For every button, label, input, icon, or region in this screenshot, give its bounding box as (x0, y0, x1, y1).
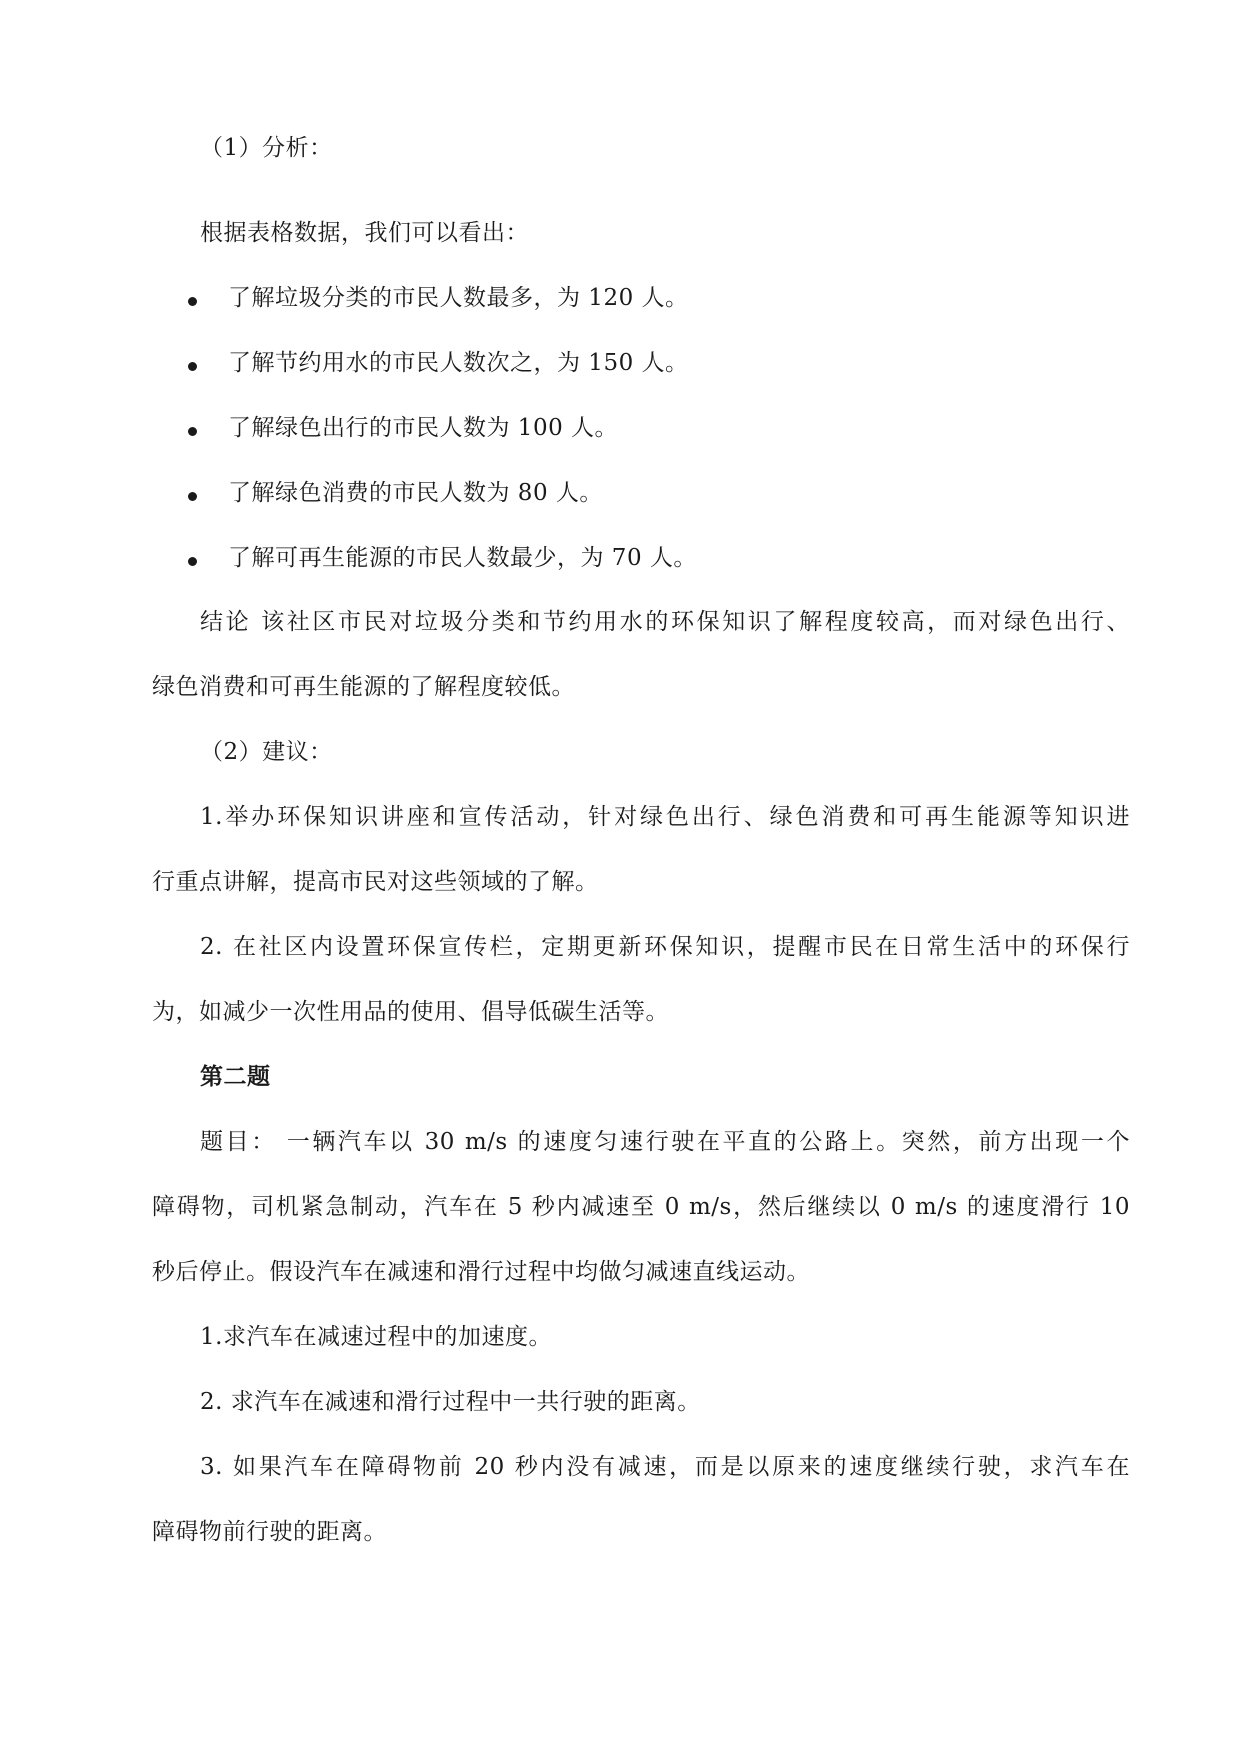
conclusion-line-1: 结论 该社区市民对垃圾分类和节约用水的环保知识了解程度较高，而对绿色出行、 (200, 609, 1130, 635)
suggestion-1-line-1: 1.举办环保知识讲座和宣传活动，针对绿色出行、绿色消费和可再生能源等知识进 (200, 804, 1130, 830)
list-item: 了解节约用水的市民人数次之，为 150 人。 (228, 350, 689, 376)
suggestion-2-line-1: 2. 在社区内设置环保宣传栏，定期更新环保知识，提醒市民在日常生活中的环保行 (200, 934, 1130, 960)
question-1: 1.求汽车在减速过程中的加速度。 (200, 1324, 552, 1350)
suggestion-heading: （2）建议： (200, 739, 333, 765)
problem-line-1: 题目： 一辆汽车以 30 m/s 的速度匀速行驶在平直的公路上。突然，前方出现一个 (200, 1129, 1130, 1155)
question-2: 2. 求汽车在减速和滑行过程中一共行驶的距离。 (200, 1389, 701, 1415)
problem-line-3: 秒后停止。假设汽车在减速和滑行过程中均做匀减速直线运动。 (152, 1259, 810, 1285)
bullet-dot (188, 427, 197, 436)
list-item: 了解绿色出行的市民人数为 100 人。 (228, 415, 619, 441)
bullet-dot (188, 297, 197, 306)
question-3-line-2: 障碍物前行驶的距离。 (152, 1519, 387, 1545)
question-3-line-1: 3. 如果汽车在障碍物前 20 秒内没有减速，而是以原来的速度继续行驶，求汽车在 (200, 1454, 1130, 1480)
bullet-dot (188, 492, 197, 501)
analysis-heading: （1）分析： (200, 135, 333, 161)
list-item: 了解绿色消费的市民人数为 80 人。 (228, 480, 603, 506)
bullet-dot (188, 557, 197, 566)
conclusion-line-2: 绿色消费和可再生能源的了解程度较低。 (152, 674, 575, 700)
problem-line-2: 障碍物，司机紧急制动，汽车在 5 秒内减速至 0 m/s，然后继续以 0 m/s 的速度滑行 10 (152, 1194, 1130, 1220)
suggestion-2-line-2: 为，如减少一次性用品的使用、倡导低碳生活等。 (152, 999, 669, 1025)
bullet-dot (188, 362, 197, 371)
list-item: 了解垃圾分类的市民人数最多，为 120 人。 (228, 285, 689, 311)
section-title: 第二题 (200, 1063, 271, 1090)
analysis-intro: 根据表格数据，我们可以看出： (200, 220, 529, 246)
list-item: 了解可再生能源的市民人数最少，为 70 人。 (228, 545, 697, 571)
suggestion-1-line-2: 行重点讲解，提高市民对这些领域的了解。 (152, 869, 599, 895)
